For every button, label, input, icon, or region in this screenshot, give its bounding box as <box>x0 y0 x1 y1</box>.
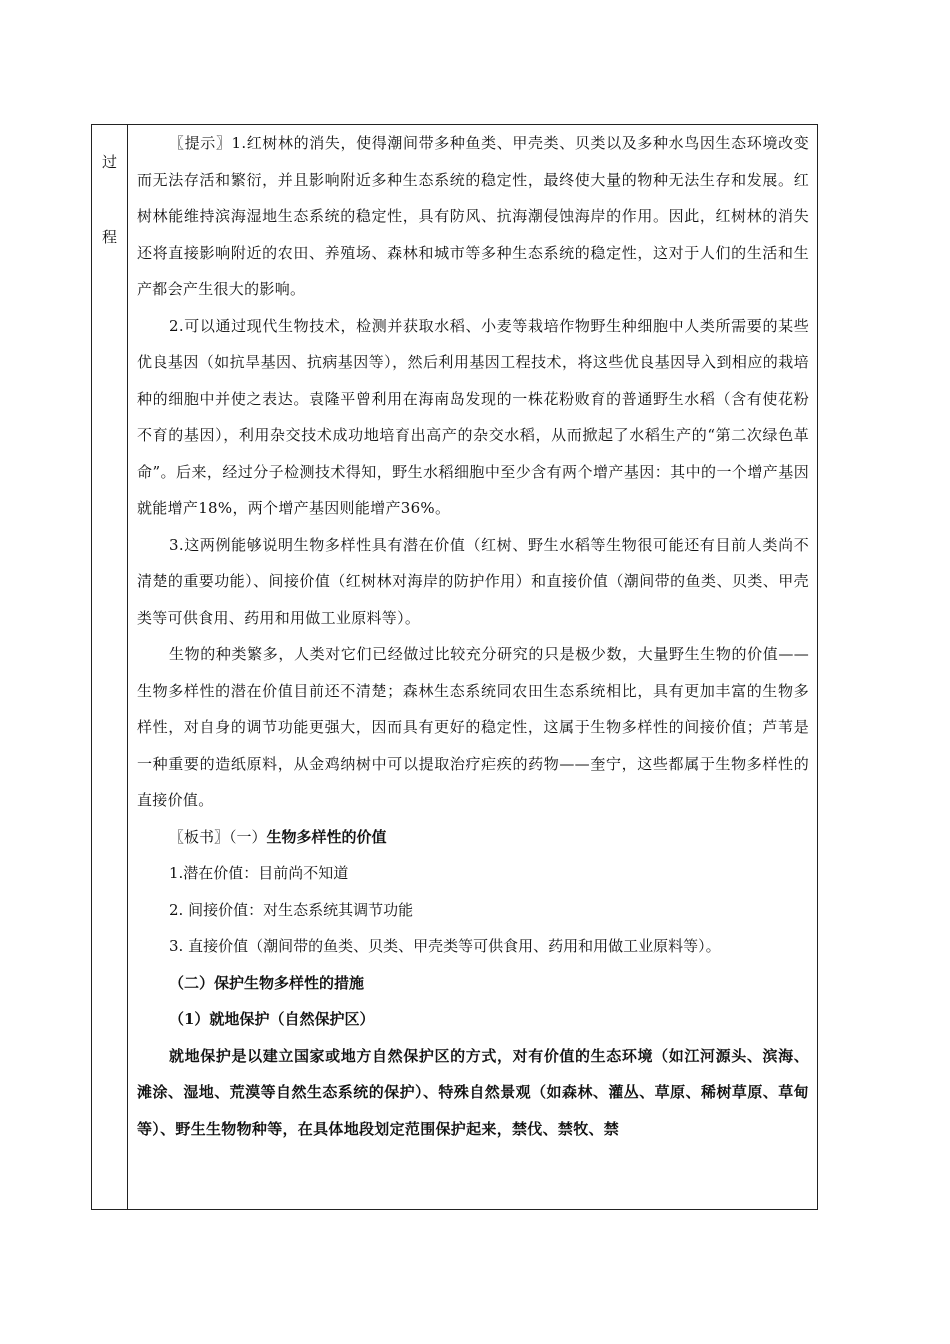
board-prefix: 〖板书〗（一） <box>169 827 267 846</box>
paragraph-4: 生物的种类繁多，人类对它们已经做过比较充分研究的只是极少数，大量野生生物的价值——生物多样性的潜在价值目前还不清楚；森林生态系统同农田生态系统相比，具有更加丰富的生物多样性，对自身的调节功能更强大，因而具有更好的稳定性，这属于生物多样性的间接价值；芦苇是一种重要的造纸原料，从金鸡纳树中可以提取治疗疟疾的药物——奎宁，这些都属于生物多样性的直接价值。 <box>137 645 809 809</box>
paragraph-2: 2.可以通过现代生物技术，检测并获取水稻、小麦等栽培作物野生种细胞中人类所需要的某些优良基因（如抗旱基因、抗病基因等），然后利用基因工程技术，将这些优良基因导入到相应的栽培种的细胞中并使之表达。袁隆平曾利用在海南岛发现的一株花粉败育的普通野生水稻（含有使花粉不育的基因），利用杂交技术成功地培育出高产的杂交水稻，从而掀起了水稻生产的“第二次绿色革命”。后来，经过分子检测技术得知，野生水稻细胞中至少含有两个增产基因：其中的一个增产基因就能增产18%，两个增产基因则能增产36%。 <box>137 316 809 517</box>
board-heading-2: （二）保护生物多样性的措施 <box>169 973 365 992</box>
board-item-3: 3. 直接价值（潮间带的鱼类、贝类、甲壳类等可供食用、药用和用做工业原料等）。 <box>169 937 721 955</box>
board-item-1: 1.潜在价值：目前尚不知道 <box>169 864 349 882</box>
column-divider <box>127 125 128 1209</box>
paragraph-5: 就地保护是以建立国家或地方自然保护区的方式，对有价值的生态环境（如江河源头、滨海、滩涂、湿地、荒漠等自然生态系统的保护）、特殊自然景观（如森林、灌丛、草原、稀树草原、草甸等）、野生生物物种等，在具体地段划定范围保护起来，禁伐、禁牧、禁 <box>137 1046 809 1138</box>
board-heading-1 <box>137 819 809 856</box>
lesson-table <box>91 124 818 1210</box>
board-heading-1-text: 生物多样性的价值 <box>266 827 387 846</box>
lesson-content <box>137 125 809 1147</box>
hint-paragraph: 〖提示〗1.红树林的消失，使得潮间带多种鱼类、甲壳类、贝类以及多种水鸟因生态环境改变而无法存活和繁衍，并且影响附近多种生态系统的稳定性，最终使大量的物种无法生存和发展。红树林能维持滨海湿地生态系统的稳定性，具有防风、抗海潮侵蚀海岸的作用。因此，红树林的消失还将直接影响附近的农田、养殖场、森林和城市等多种生态系统的稳定性，这对于人们的生活和生产都会产生很大的影响。 <box>137 134 809 298</box>
side-label-guo: 过 <box>101 153 117 171</box>
board-heading-3: （1）就地保护（自然保护区） <box>169 1010 375 1028</box>
side-label-cheng: 程 <box>101 228 117 246</box>
paragraph-3: 3.这两例能够说明生物多样性具有潜在价值（红树、野生水稻等生物很可能还有目前人类尚不清楚的重要功能）、间接价值（红树林对海岸的防护作用）和直接价值（潮间带的鱼类、贝类、甲壳类等可供食用、药用和用做工业原料等）。 <box>137 535 809 627</box>
board-item-2: 2. 间接价值：对生态系统其调节功能 <box>169 900 414 919</box>
